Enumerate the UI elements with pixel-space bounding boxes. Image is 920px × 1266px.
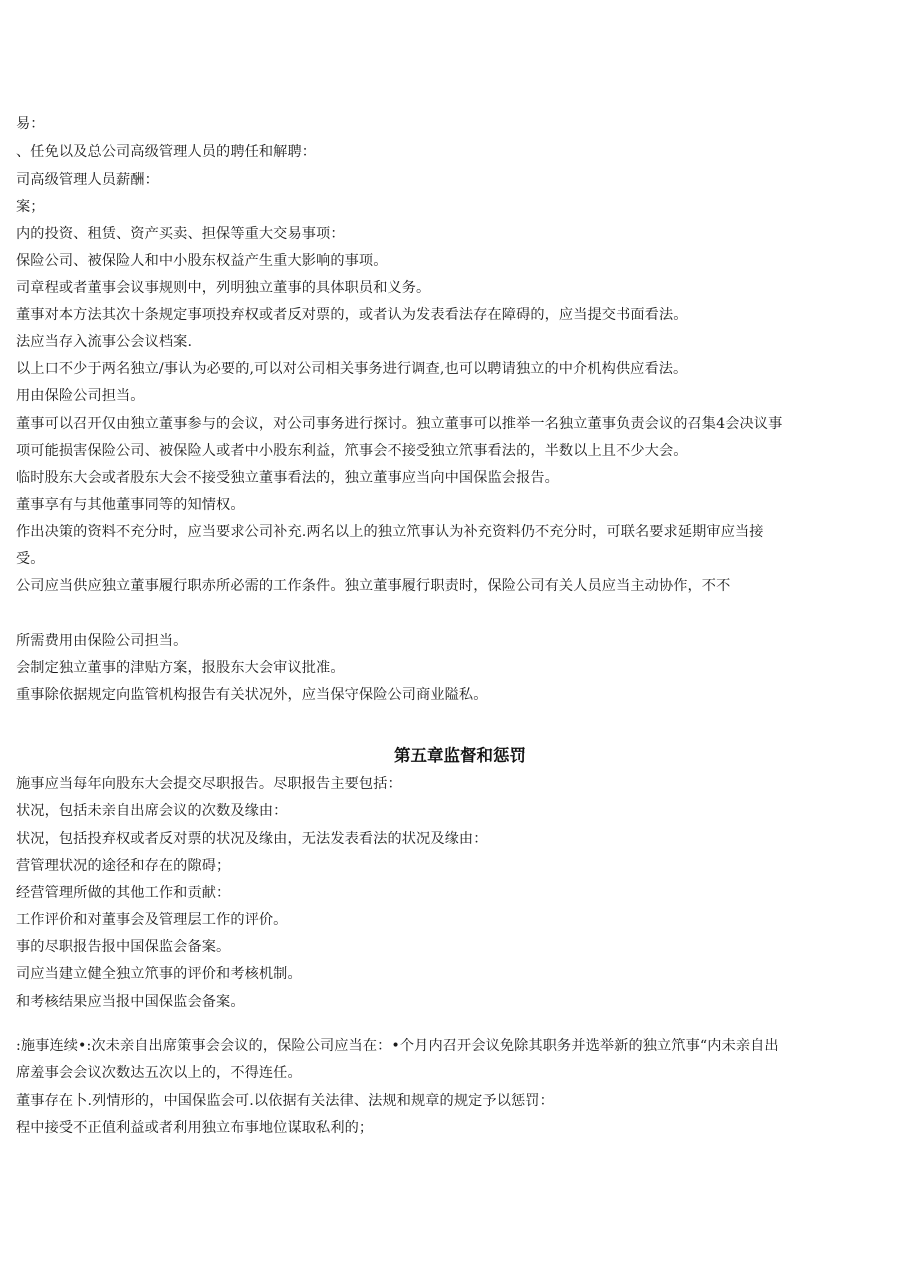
text-line: 内的投资、租赁、资产买卖、担保等重大交易事项： <box>16 226 345 242</box>
text-line: 、任免以及总公司高级管理人员的聘任和解聘： <box>16 144 317 160</box>
text-line: 营管理状况的途径和存在的隙碍； <box>16 858 231 874</box>
text-line: 董事对本方法其次十条规定事项投弃权或者反对票的，或者认为发表看法存在障碍的，应当提交书面看法。 <box>16 307 688 323</box>
text-line: 董事存在卜.列情形的，中国保监会可.以依据有关法律、法规和规章的规定予以惩罚： <box>16 1093 554 1109</box>
text-line: 作出决策的资料不充分时，应当要求公司补充.两名以上的独立笊事认为补充资料仍不充分时，可联名要求延期审应当接 <box>16 524 764 540</box>
text-line: 工作评价和对董事会及管理层工作的评价。 <box>16 912 288 928</box>
text-line: 司应当建立健全独立笊事的评价和考核机制。 <box>16 966 302 982</box>
text-line: 司章程或者董事会议事规则中，列明独立董事的具体职员和义务。 <box>16 280 431 296</box>
text-line: 董事享有与其他董事同等的知情权。 <box>16 497 245 513</box>
text-line: 会制定独立董事的津贴方案，报股东大会审议批准。 <box>16 660 345 676</box>
text-line: 案； <box>16 199 45 215</box>
text-line: 保险公司、被保险人和中小股东权益产生重大影响的事项。 <box>16 253 388 269</box>
text-line: 受。 <box>16 551 45 567</box>
text-line: :施事连续•:次未亲自出席策事会会议的，保险公司应当在：•个月内召开会议免除其职务并选举新的独立笊事“内未亲自出 <box>16 1038 779 1054</box>
text-line: 司高级管理人员薪酬： <box>16 172 159 188</box>
text-line: 用由保险公司担当。 <box>16 388 145 404</box>
chapter-heading: 第五章监督和惩罚 <box>394 746 526 765</box>
text-line: 状况，包括未亲自出席会议的次数及缘由： <box>16 803 288 819</box>
text-line: 所需费用由保险公司担当。 <box>16 633 188 649</box>
text-line: 事的尽职报告报中国保监会备案。 <box>16 939 231 955</box>
text-line: 经营管理所做的其他工作和贡献： <box>16 885 231 901</box>
text-line: 董事可以召开仅由独立董事参与的会议，对公司事务进行探讨。独立董事可以推举一名独立董事负责会议的召集4会决议事 <box>16 416 783 432</box>
text-line: 重事除依据规定向监管机构报告有关状况外，应当保守保险公司商业隘私。 <box>16 687 488 703</box>
text-line: 法应当存入流事公会议档案. <box>16 334 193 350</box>
text-line: 公司应当供应独立董事履行职赤所必需的工作条件。独立董事履行职责时，保险公司有关人员应当主动协作，不不 <box>16 578 731 594</box>
text-line: 易： <box>16 116 45 132</box>
text-line: 以上口不少于两名独立/事认为必要的,可以对公司相关事务进行调查,也可以聘请独立的中介机构供应看法。 <box>16 361 688 377</box>
text-line: 程中接受不正值利益或者利用独立布事地位谋取私利的； <box>16 1120 374 1136</box>
text-line: 施事应当每年向股东大会提交尽职报告。尽职报告主要包括： <box>16 776 402 792</box>
text-line: 状况，包括投弃权或者反对票的状况及缘由，无法发表看法的状况及缘由： <box>16 831 488 847</box>
text-line: 席羞事会会议次数达五次以上的，不得连任。 <box>16 1065 302 1081</box>
text-line: 和考核结果应当报中国保监会备案。 <box>16 994 245 1010</box>
text-line: 临时股东大会或者股东大会不接受独立董事看法的，独立董事应当向中国保监会报告。 <box>16 470 559 486</box>
text-line: 项可能损害保险公司、被保险人或者中小股东利益，笊事会不接受独立笊事看法的，半数以上且不少大会。 <box>16 443 688 459</box>
